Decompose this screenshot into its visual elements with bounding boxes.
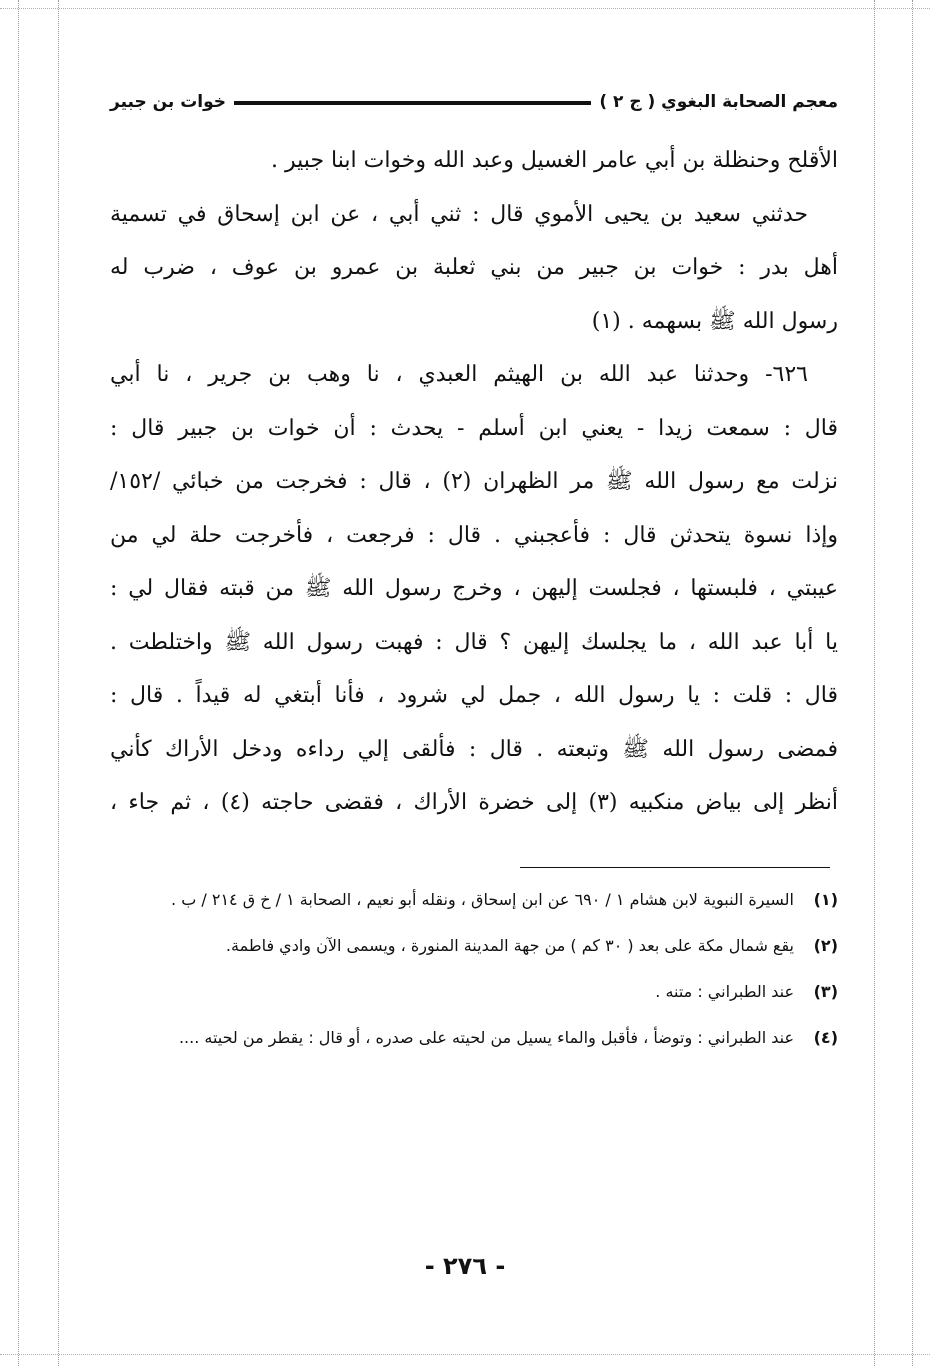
scan-guide-line xyxy=(58,0,59,1366)
footnote-number: (٤) xyxy=(813,1028,838,1047)
text-line: فمضى رسول الله ﷺ وتبعته . قال : فألقى إلي رداءه ودخل الأراك كأني xyxy=(110,736,838,762)
text-line: أنظر إلى بياض منكبيه (٣) إلى خضرة الأراك ، فقضى حاجته (٤) ، ثم جاء ، xyxy=(110,790,838,815)
footnotes xyxy=(110,880,838,1064)
footnote-text: عند الطبراني : متنه . xyxy=(655,982,794,1001)
main-text xyxy=(110,134,838,830)
footnote-number: (١) xyxy=(813,890,838,909)
text-line: الأقلح وحنظلة بن أبي عامر الغسيل وعبد الله وخوات ابنا جبير . xyxy=(271,148,838,173)
running-header xyxy=(110,88,838,116)
footnote xyxy=(110,926,838,966)
footnote xyxy=(110,1018,838,1058)
text-line: وإذا نسوة يتحدثن قال : فأعجبني . قال : فرجعت ، فأخرجت حلة لي من xyxy=(110,522,838,548)
footnote-text: يقع شمال مكة على بعد ( ٣٠ كم ) من جهة المدينة المنورة ، ويسمى الآن وادي فاطمة. xyxy=(225,936,794,955)
book-title: معجم الصحابة البغوي ( ج ٢ ) xyxy=(599,92,838,112)
text-line: قال : سمعت زيدا - يعني ابن أسلم - يحدث : أن خوات بن جبير قال : xyxy=(110,415,838,441)
footnote-text: عند الطبراني : وتوضأ ، فأقبل والماء يسيل من لحيته على صدره ، أو قال : يقطر من لحيته .... xyxy=(178,1028,794,1047)
text-line: نزلت مع رسول الله ﷺ مر الظهران (٢) ، قال : فخرجت من خبائي /١٥٢/ xyxy=(110,469,838,494)
footnote-separator xyxy=(520,867,830,868)
entry-name: خوات بن جبير xyxy=(110,92,227,112)
text-line: ٦٢٦- وحدثنا عبد الله بن الهيثم العبدي ، نا وهب بن جرير ، نا أبي xyxy=(110,362,808,387)
page-number: - ٢٧٦ - xyxy=(424,1252,506,1280)
footnote-text: السيرة النبوية لابن هشام ١ / ٦٩٠ عن ابن إسحاق ، ونقله أبو نعيم ، الصحابة ١ / خ ق ٢١٤ / ب . xyxy=(171,890,794,909)
scan-guide-line xyxy=(18,0,19,1366)
scan-guide-line xyxy=(0,8,930,9)
footnote-number: (٢) xyxy=(813,936,838,955)
header-rule xyxy=(234,101,591,105)
text-line: عيبتي ، فلبستها ، فجلست إليهن ، وخرج رسول الله ﷺ من قبته فقال لي : xyxy=(110,576,838,601)
text-line: أهل بدر : خوات بن جبير من بني ثعلبة بن عمرو بن عوف ، ضرب له xyxy=(110,255,838,280)
scan-guide-line xyxy=(874,0,875,1366)
text-line: رسول الله ﷺ بسهمه . (١) xyxy=(591,308,838,334)
footnote-number: (٣) xyxy=(813,982,838,1001)
footnote xyxy=(110,972,838,1012)
text-line: حدثني سعيد بن يحيى الأموي قال : ثني أبي ، عن ابن إسحاق في تسمية xyxy=(110,201,808,227)
footnote xyxy=(110,880,838,920)
text-line: يا أبا عبد الله ، ما يجلسك إليهن ؟ قال : فهبت رسول الله ﷺ واختلطت . xyxy=(110,629,838,655)
text-line: قال : قلت : يا رسول الله ، جمل لي شرود ، فأنا أبتغي له قيداً . قال : xyxy=(110,683,838,708)
scan-guide-line xyxy=(0,1354,930,1355)
scan-guide-line xyxy=(912,0,913,1366)
